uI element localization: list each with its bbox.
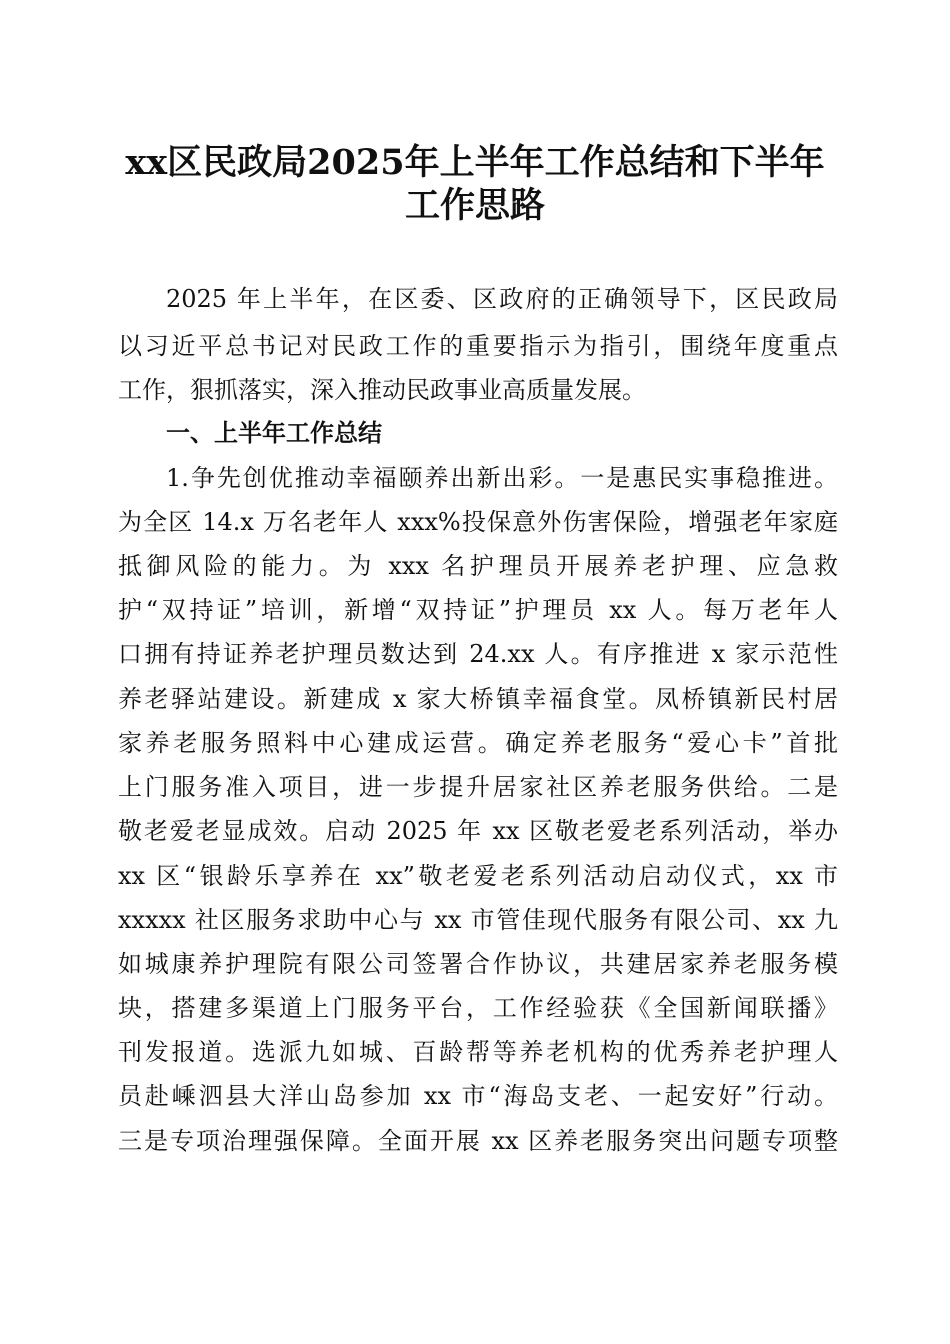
intro-line: 工作，狠抓落实，深入推动民政事业高质量发展。	[118, 376, 646, 404]
body-line: 员赴嵊泗县大洋山岛参加 xx 市“海岛支老、一起安好”行动。	[118, 1082, 838, 1110]
body-line: 刊发报道。选派九如城、百龄帮等养老机构的优秀养老护理人	[118, 1038, 838, 1066]
body-line: 家养老服务照料中心建成运营。确定养老服务“爱心卡”首批	[118, 729, 838, 757]
body-line: 护“双持证”培训，新增“双持证”护理员 xx 人。每万老年人	[118, 596, 838, 624]
body-line: 为全区 14.x 万名老年人 xxx%投保意外伤害保险，增强老年家庭	[118, 508, 838, 536]
body-line: xx 区“银龄乐享养在 xx”敬老爱老系列活动启动仪式，xx 市	[118, 862, 838, 890]
section-heading: 一、上半年工作总结	[166, 419, 382, 447]
intro-line: 以习近平总书记对民政工作的重要指示为指引，围绕年度重点	[118, 332, 838, 360]
body-line: 口拥有持证养老护理员数达到 24.xx 人。有序推进 x 家示范性	[118, 640, 838, 668]
body-line: 敬老爱老显成效。启动 2025 年 xx 区敬老爱老系列活动，举办	[118, 817, 838, 845]
body-line: xxxxx 社区服务求助中心与 xx 市管佳现代服务有限公司、xx 九	[118, 906, 838, 934]
body-line: 如城康养护理院有限公司签署合作协议，共建居家养老服务模	[118, 950, 838, 978]
body-line: 养老驿站建设。新建成 x 家大桥镇幸福食堂。凤桥镇新民村居	[118, 685, 838, 713]
body-line: 三是专项治理强保障。全面开展 xx 区养老服务突出问题专项整	[118, 1127, 838, 1155]
document-title-line-2: 工作思路	[404, 185, 545, 226]
body-line: 块，搭建多渠道上门服务平台，工作经验获《全国新闻联播》	[118, 994, 838, 1022]
body-line: 抵御风险的能力。为 xxx 名护理员开展养老护理、应急救	[118, 552, 838, 580]
body-line: 1.争先创优推动幸福颐养出新出彩。一是惠民实事稳推进。	[166, 464, 838, 492]
document-title-line-1: xx区民政局2025年上半年工作总结和下半年	[125, 142, 825, 183]
body-line: 上门服务准入项目，进一步提升居家社区养老服务供给。二是	[118, 773, 838, 801]
intro-line: 2025 年上半年，在区委、区政府的正确领导下，区民政局	[166, 285, 838, 313]
